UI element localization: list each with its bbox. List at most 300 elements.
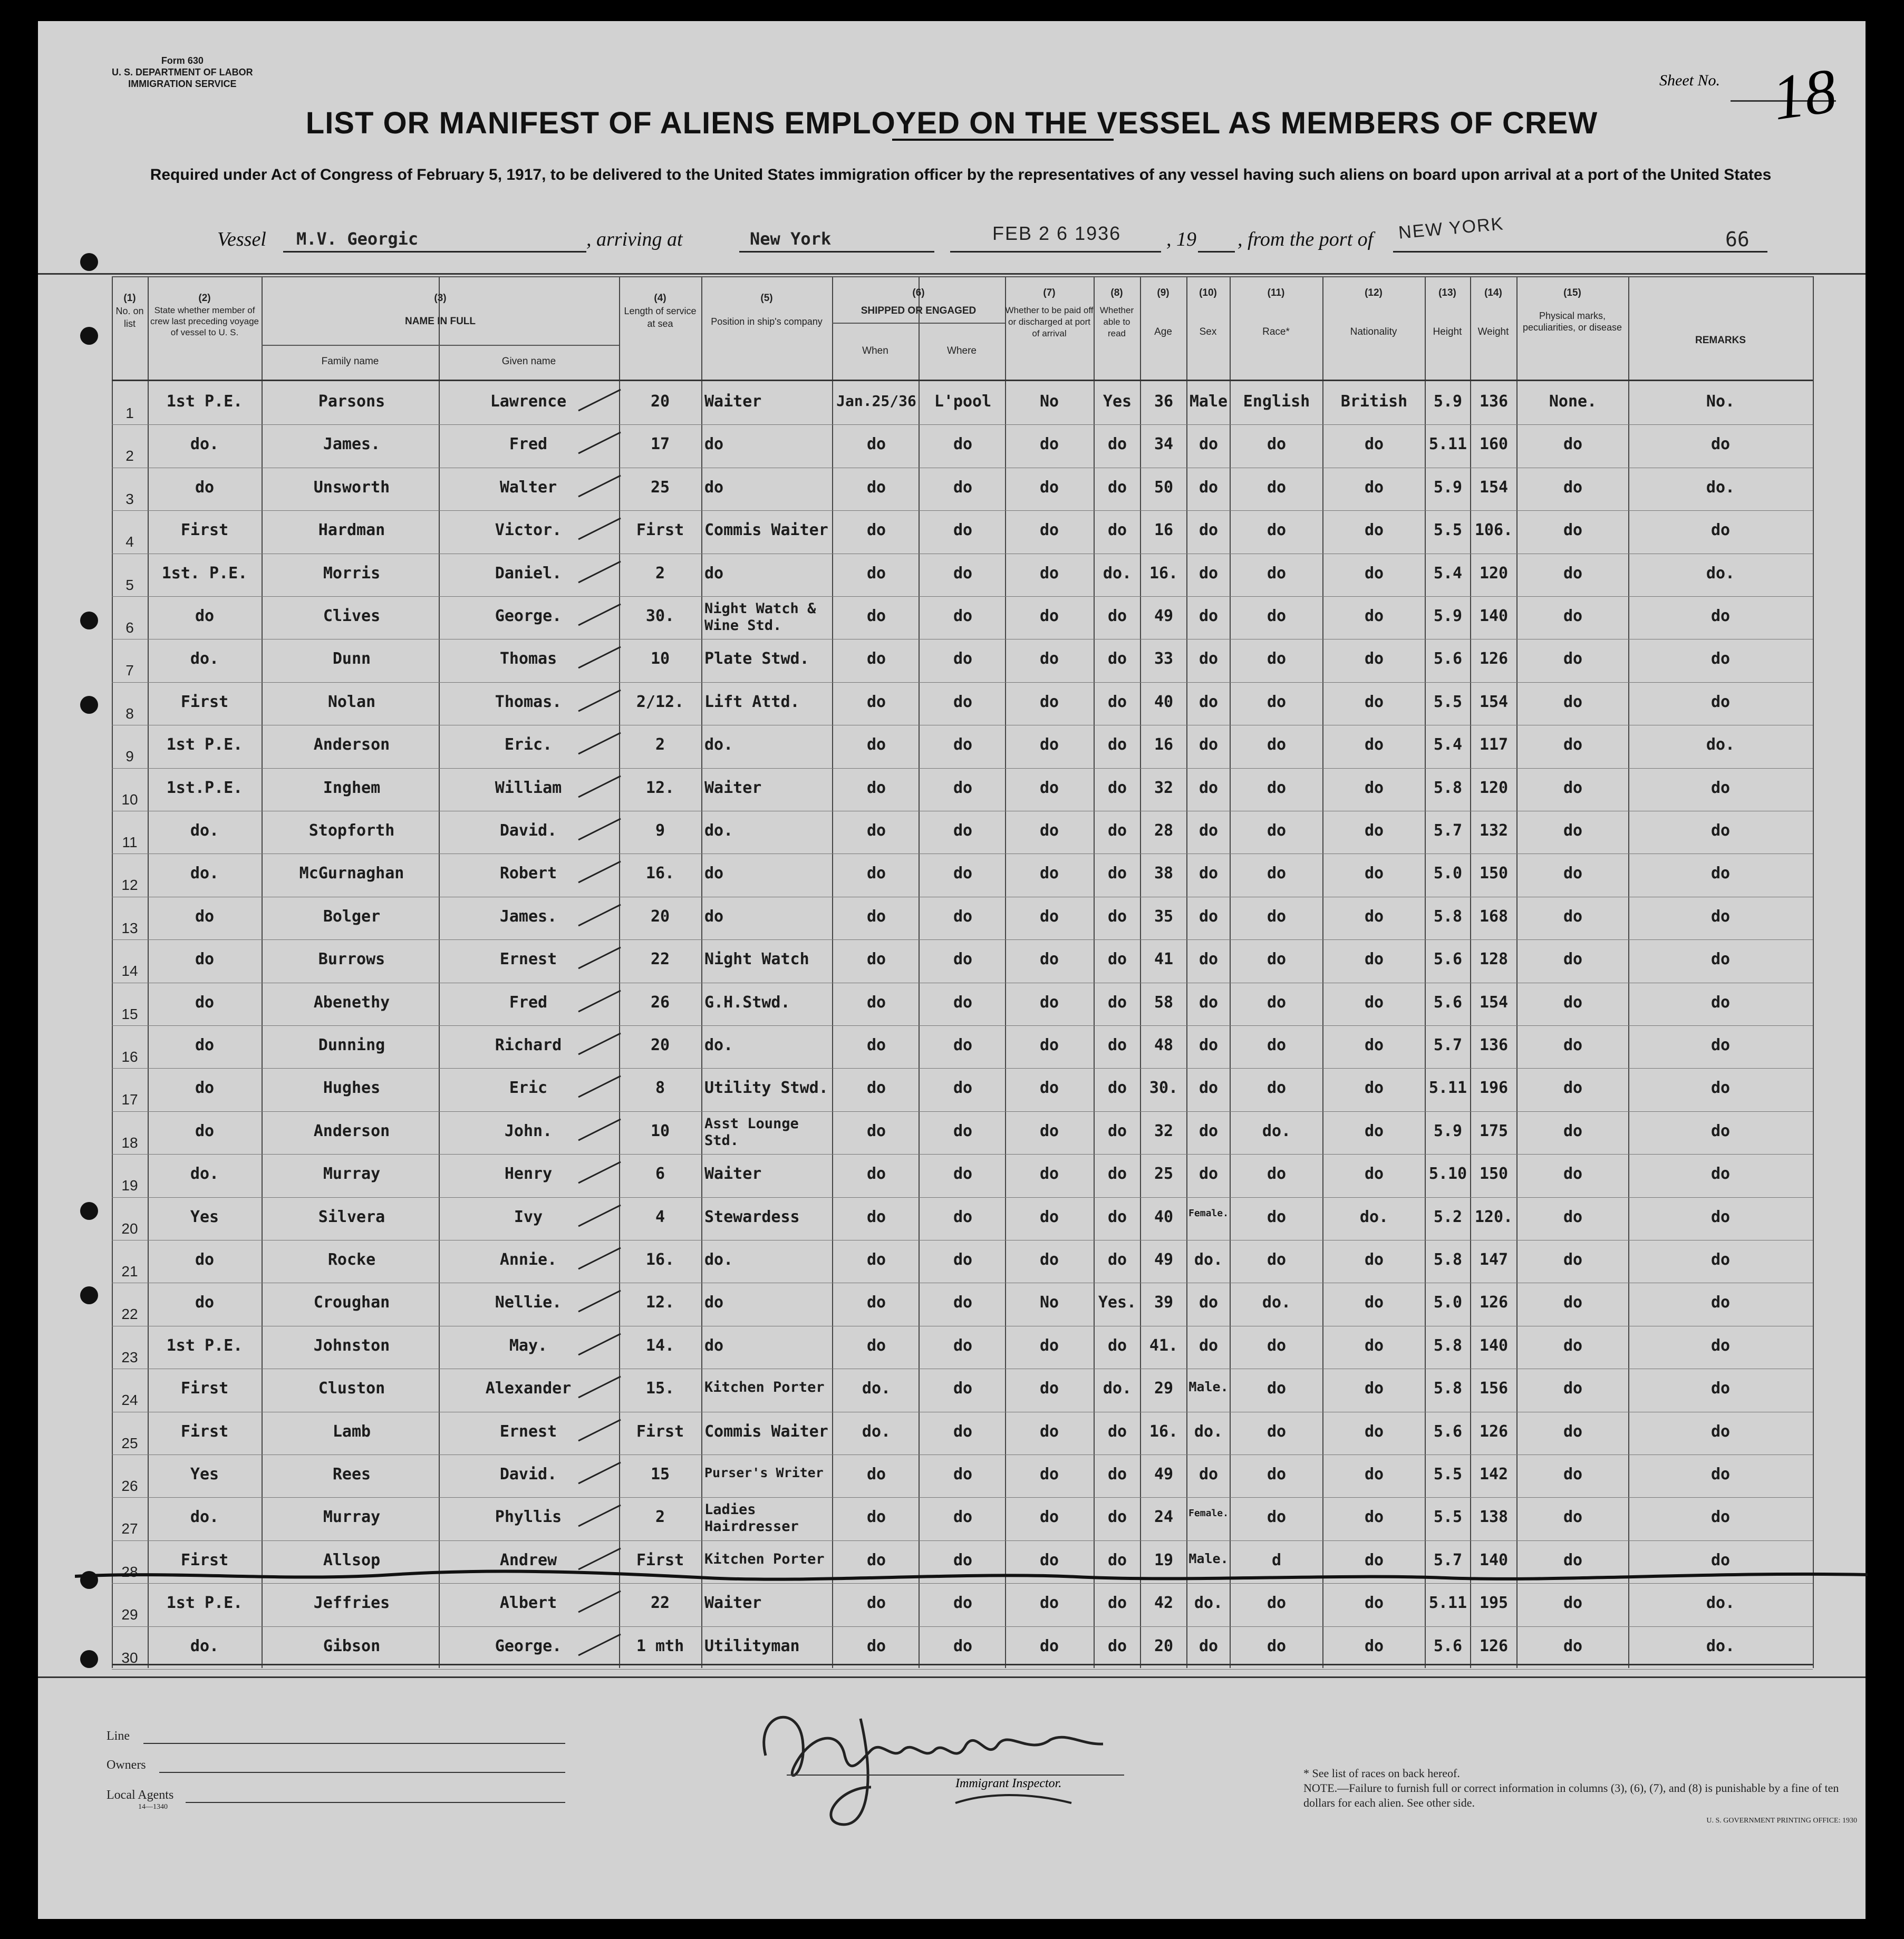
cell-given: David. — [499, 1465, 557, 1484]
cell-remarks: do — [1710, 1079, 1731, 1098]
col-11-number: (11) — [1267, 287, 1285, 298]
cell-race: do — [1267, 1508, 1287, 1527]
cell-remarks: do — [1710, 907, 1731, 926]
cell-race: do — [1267, 521, 1287, 540]
cell-position: Asst Lounge Std. — [704, 1115, 799, 1149]
col-4-header — [619, 292, 701, 330]
cell-sex: do — [1199, 435, 1219, 454]
cell-given: Alexander — [485, 1379, 572, 1398]
department-name: U. S. DEPARTMENT OF LABOR — [112, 67, 253, 77]
cell-where: do — [953, 864, 973, 883]
cell-height: 5.7 — [1433, 1550, 1463, 1569]
cell-position: do. — [704, 1250, 733, 1269]
cell-marks: do — [1563, 1336, 1583, 1355]
cell-race: do — [1267, 735, 1287, 754]
cell-height: 5.11 — [1428, 1079, 1467, 1098]
cell-given: Ernest — [499, 1422, 557, 1441]
cell-paid: do — [1039, 1165, 1059, 1184]
cell-nat: do — [1364, 1508, 1384, 1527]
cell-family: Hardman — [318, 521, 385, 540]
row-number: 19 — [121, 1177, 138, 1194]
check-mark — [576, 902, 623, 928]
cell-family: Murray — [323, 1508, 381, 1527]
col-5-header — [701, 292, 832, 328]
cell-prev: do — [195, 1079, 215, 1098]
row-number: 22 — [121, 1306, 138, 1323]
cell-sex: do — [1199, 907, 1219, 926]
cell-weight: 196 — [1479, 1079, 1509, 1098]
from-port-underline — [1393, 251, 1767, 253]
cell-height: 5.4 — [1433, 735, 1463, 754]
cell-nat: do — [1364, 907, 1384, 926]
cell-nat: do — [1364, 435, 1384, 454]
cell-when: do — [866, 649, 886, 668]
cell-where: L'pool — [934, 392, 992, 411]
cell-marks: do — [1563, 564, 1583, 583]
table-top-rule — [112, 276, 1813, 277]
cell-where: do — [953, 1594, 973, 1613]
cell-position: Kitchen Porter — [704, 1379, 825, 1396]
row-number: 29 — [121, 1606, 138, 1623]
cell-family: Anderson — [313, 1121, 390, 1140]
cell-family: Silvera — [318, 1207, 385, 1226]
cell-age: 40 — [1154, 1207, 1174, 1226]
where-header: Where — [947, 345, 977, 356]
cell-nat: do — [1364, 649, 1384, 668]
cell-sex: do — [1199, 1165, 1219, 1184]
cell-age: 41. — [1149, 1336, 1178, 1355]
row-number: 6 — [125, 619, 134, 636]
col-12-header — [1322, 287, 1425, 338]
cell-paid: do — [1039, 564, 1059, 583]
cell-given: Fred — [509, 435, 548, 454]
cell-prev: do. — [190, 1165, 219, 1184]
cell-read: do — [1107, 1636, 1127, 1655]
row-rule — [112, 1669, 1813, 1670]
column-rule — [148, 276, 149, 1668]
row-rule — [112, 1497, 1813, 1498]
column-rule — [262, 276, 263, 1668]
cell-race: do — [1267, 1250, 1287, 1269]
given-name-header: Given name — [501, 356, 556, 367]
cell-remarks: No. — [1706, 392, 1735, 411]
cell-height: 5.9 — [1433, 478, 1463, 497]
owners-field — [159, 1772, 565, 1773]
cell-nat: do — [1364, 478, 1384, 497]
row-number: 27 — [121, 1520, 138, 1537]
cell-given: Daniel. — [495, 564, 562, 583]
cell-read: do — [1107, 649, 1127, 668]
cell-remarks: do — [1710, 607, 1731, 625]
cell-marks: do — [1563, 1165, 1583, 1184]
row-number: 3 — [125, 490, 134, 507]
cell-given: Walter — [499, 478, 557, 497]
cell-height: 5.6 — [1433, 1636, 1463, 1655]
cell-age: 35 — [1154, 907, 1174, 926]
cell-where: do — [953, 907, 973, 926]
cell-marks: do — [1563, 1508, 1583, 1527]
check-mark — [576, 1159, 623, 1186]
cell-sex: do. — [1194, 1594, 1223, 1613]
row-number: 14 — [121, 963, 138, 980]
strikethrough-line — [75, 1568, 1868, 1584]
cell-age: 32 — [1154, 778, 1174, 797]
local-agents-label: Local Agents — [107, 1788, 174, 1802]
cell-family: Unsworth — [313, 478, 390, 497]
local-agents-field — [186, 1802, 565, 1803]
cell-service: 9 — [655, 821, 665, 840]
cell-race: do — [1267, 1165, 1287, 1184]
col-8-label: Whether able to read — [1099, 305, 1134, 338]
cell-race: English — [1243, 392, 1310, 411]
cell-height: 5.11 — [1428, 1594, 1467, 1613]
cell-service: 16. — [645, 864, 675, 883]
cell-given: Ernest — [499, 950, 557, 969]
cell-where: do — [953, 1550, 973, 1569]
cell-sex: do — [1199, 1079, 1219, 1098]
cell-family: Gibson — [323, 1636, 381, 1655]
cell-paid: do — [1039, 478, 1059, 497]
cell-weight: 150 — [1479, 1165, 1509, 1184]
cell-age: 32 — [1154, 1121, 1174, 1140]
cell-family: Rocke — [327, 1250, 376, 1269]
cell-race: do — [1267, 1636, 1287, 1655]
cell-marks: do — [1563, 649, 1583, 668]
cell-remarks: do. — [1706, 735, 1735, 754]
cell-service: 2 — [655, 564, 665, 583]
check-mark — [576, 1031, 623, 1057]
cell-height: 5.6 — [1433, 1422, 1463, 1441]
table-bottom-rule — [112, 1664, 1813, 1665]
cell-paid: do — [1039, 1594, 1059, 1613]
cell-race: do — [1267, 1207, 1287, 1226]
col-7-number: (7) — [1043, 287, 1056, 298]
col-15-number: (15) — [1563, 287, 1581, 298]
row-number: 2 — [125, 448, 134, 464]
cell-marks: do — [1563, 778, 1583, 797]
line-field — [143, 1743, 565, 1744]
cell-remarks: do — [1710, 1508, 1731, 1527]
cell-read: Yes. — [1098, 1293, 1137, 1312]
cell-age: 39 — [1154, 1293, 1174, 1312]
col-15-header — [1516, 287, 1628, 333]
penalty-note: NOTE.—Failure to furnish full or correct information in columns (3), (6), (7), and (8) is punishable by a fine of ten dollars for each alien. See other side. — [1303, 1781, 1839, 1809]
cell-read: do — [1107, 1422, 1127, 1441]
cell-position: Purser's Writer — [704, 1465, 824, 1480]
cell-family: Rees — [332, 1465, 371, 1484]
cell-where: do — [953, 950, 973, 969]
check-mark — [576, 387, 623, 413]
cell-service: 20 — [650, 1036, 670, 1054]
row-rule — [112, 1111, 1813, 1112]
arrival-port-underline — [739, 251, 934, 253]
cell-where: do — [953, 564, 973, 583]
cell-paid: No — [1039, 392, 1059, 411]
check-mark — [576, 1460, 623, 1486]
cell-prev: do. — [190, 649, 219, 668]
cell-read: do — [1107, 778, 1127, 797]
cell-when: do — [866, 1465, 886, 1484]
cell-age: 16 — [1154, 735, 1174, 754]
check-mark — [576, 1288, 623, 1314]
cell-given: Richard — [495, 1036, 562, 1054]
cell-where: do — [953, 607, 973, 625]
cell-race: do — [1267, 1379, 1287, 1398]
row-number: 24 — [121, 1392, 138, 1409]
cell-given: Nellie. — [495, 1293, 562, 1312]
check-mark — [576, 1331, 623, 1358]
cell-when: do — [866, 950, 886, 969]
cell-position: do — [704, 1336, 724, 1355]
cell-age: 20 — [1154, 1636, 1174, 1655]
cell-race: do. — [1262, 1121, 1291, 1140]
cell-paid: do — [1039, 435, 1059, 454]
cell-position: Utility Stwd. — [704, 1079, 828, 1098]
col-11-label: Race* — [1262, 326, 1290, 337]
cell-sex: do — [1199, 864, 1219, 883]
cell-where: do — [953, 1250, 973, 1269]
cell-position: Stewardess — [704, 1207, 800, 1226]
cell-marks: do — [1563, 1293, 1583, 1312]
check-mark — [576, 559, 623, 585]
cell-sex: do — [1199, 778, 1219, 797]
cell-family: Dunn — [332, 649, 371, 668]
cell-family: Dunning — [318, 1036, 385, 1054]
cell-given: Fred — [509, 993, 548, 1012]
cell-race: do — [1267, 1465, 1287, 1484]
column-rule — [919, 276, 920, 1668]
cell-where: do — [953, 521, 973, 540]
cell-paid: do — [1039, 1336, 1059, 1355]
col-14-label: Weight — [1477, 326, 1509, 337]
cell-weight: 120. — [1474, 1207, 1513, 1226]
cell-position: Night Watch — [704, 950, 809, 969]
cell-given: Phyllis — [495, 1508, 562, 1527]
col-14-header — [1470, 287, 1516, 338]
cell-remarks: do — [1710, 1250, 1731, 1269]
cell-given: Albert — [499, 1594, 557, 1613]
cell-height: 5.0 — [1433, 1293, 1463, 1312]
cell-service: 25 — [650, 478, 670, 497]
check-mark — [576, 687, 623, 714]
col-9-label: Age — [1154, 326, 1172, 337]
crew-table — [112, 276, 1813, 1668]
cell-remarks: do — [1710, 435, 1731, 454]
cell-weight: 150 — [1479, 864, 1509, 883]
cell-prev: do. — [190, 1508, 219, 1527]
col-8-number: (8) — [1110, 287, 1123, 298]
cell-read: do — [1107, 821, 1127, 840]
cell-nat: do — [1364, 692, 1384, 711]
cell-where: do — [953, 1293, 973, 1312]
cell-weight: 140 — [1479, 607, 1509, 625]
cell-marks: do — [1563, 1636, 1583, 1655]
cell-paid: do — [1039, 1121, 1059, 1140]
row-rule — [112, 510, 1813, 511]
cell-height: 5.8 — [1433, 907, 1463, 926]
col-2-header — [148, 292, 262, 338]
cell-remarks: do. — [1706, 564, 1735, 583]
cell-where: do — [953, 735, 973, 754]
cell-prev: do. — [190, 1636, 219, 1655]
check-mark — [576, 1417, 623, 1443]
cell-sex: do — [1199, 478, 1219, 497]
cell-prev: 1st P.E. — [166, 1594, 243, 1613]
cell-age: 38 — [1154, 864, 1174, 883]
cell-age: 33 — [1154, 649, 1174, 668]
cell-weight: 126 — [1479, 1636, 1509, 1655]
cell-family: Hughes — [323, 1079, 381, 1098]
cell-weight: 154 — [1479, 478, 1509, 497]
cell-paid: do — [1039, 907, 1059, 926]
cell-nat: do — [1364, 864, 1384, 883]
cell-height: 5.2 — [1433, 1207, 1463, 1226]
col-6-header — [832, 287, 1005, 317]
cell-height: 5.9 — [1433, 607, 1463, 625]
family-name-header: Family name — [321, 356, 379, 367]
cell-when: do — [866, 1594, 886, 1613]
cell-given: George. — [495, 1636, 562, 1655]
cell-when: do — [866, 735, 886, 754]
cell-race: do — [1267, 907, 1287, 926]
year-underline — [1198, 251, 1235, 253]
cell-read: do — [1107, 1121, 1127, 1140]
cell-age: 49 — [1154, 607, 1174, 625]
cell-family: Jeffries — [313, 1594, 390, 1613]
cell-remarks: do — [1710, 1422, 1731, 1441]
col-14-number: (14) — [1484, 287, 1502, 298]
cell-family: Cluston — [318, 1379, 385, 1398]
cell-service: 16. — [645, 1250, 675, 1269]
cell-marks: do — [1563, 478, 1583, 497]
cell-age: 41 — [1154, 950, 1174, 969]
cell-remarks: do — [1710, 1379, 1731, 1398]
cell-given: John. — [504, 1121, 553, 1140]
cell-where: do — [953, 1422, 973, 1441]
cell-remarks: do — [1710, 1121, 1731, 1140]
cell-given: Thomas — [499, 649, 557, 668]
cell-marks: do — [1563, 1594, 1583, 1613]
cell-race: do — [1267, 1036, 1287, 1054]
cell-height: 5.5 — [1433, 1508, 1463, 1527]
cell-read: do — [1107, 1336, 1127, 1355]
row-number: 4 — [125, 534, 134, 550]
cell-position: Waiter — [704, 1165, 762, 1184]
cell-read: do — [1107, 1207, 1127, 1226]
cell-where: do — [953, 435, 973, 454]
cell-height: 5.0 — [1433, 864, 1463, 883]
cell-height: 5.10 — [1428, 1165, 1467, 1184]
check-mark — [576, 1203, 623, 1229]
cell-given: George. — [495, 607, 562, 625]
cell-sex: do — [1199, 735, 1219, 754]
cell-sex: Male. — [1188, 1550, 1229, 1566]
row-number: 17 — [121, 1091, 138, 1108]
vessel-info-line — [217, 214, 1810, 259]
cell-when: do — [866, 1207, 886, 1226]
cell-age: 16 — [1154, 521, 1174, 540]
cell-weight: 132 — [1479, 821, 1509, 840]
cell-where: do — [953, 1336, 973, 1355]
check-mark — [576, 859, 623, 885]
cell-paid: do — [1039, 521, 1059, 540]
cell-age: 40 — [1154, 692, 1174, 711]
check-mark — [576, 773, 623, 800]
cell-service: First — [636, 1550, 684, 1569]
col-10-number: (10) — [1199, 287, 1217, 298]
cell-race: do — [1267, 1422, 1287, 1441]
col-8-header — [1094, 287, 1140, 340]
inspector-label: Immigrant Inspector. — [955, 1777, 1062, 1790]
cell-age: 36 — [1154, 392, 1174, 411]
cell-when: do — [866, 993, 886, 1012]
cell-nat: do — [1364, 1550, 1384, 1569]
cell-when: do — [866, 607, 886, 625]
cell-height: 5.8 — [1433, 1336, 1463, 1355]
cell-family: Allsop — [323, 1550, 381, 1569]
cell-position: Waiter — [704, 778, 762, 797]
cell-sex: Female. — [1188, 1508, 1229, 1519]
cell-service: 10 — [650, 1121, 670, 1140]
cell-nat: do — [1364, 1336, 1384, 1355]
cell-when: do — [866, 1293, 886, 1312]
cell-nat: do — [1364, 1465, 1384, 1484]
printing-office: U. S. GOVERNMENT PRINTING OFFICE: 1930 — [1706, 1817, 1857, 1825]
col-4-label: Length of service at sea — [624, 306, 697, 329]
col-1-label: No. on list — [115, 306, 144, 329]
cell-height: 5.7 — [1433, 1036, 1463, 1054]
cell-position: Night Watch & Wine Std. — [704, 600, 816, 634]
cell-height: 5.9 — [1433, 1121, 1463, 1140]
vessel-underline — [283, 251, 586, 253]
cell-position: do — [704, 478, 724, 497]
cell-when: do — [866, 821, 886, 840]
cell-prev: do — [195, 478, 215, 497]
cell-weight: 128 — [1479, 950, 1509, 969]
cell-remarks: do. — [1706, 1594, 1735, 1613]
cell-given: David. — [499, 821, 557, 840]
cell-paid: do — [1039, 778, 1059, 797]
cell-weight: 140 — [1479, 1550, 1509, 1569]
cell-nat: do — [1364, 735, 1384, 754]
cell-remarks: do — [1710, 1336, 1731, 1355]
cell-service: 22 — [650, 950, 670, 969]
cell-read: do — [1107, 1250, 1127, 1269]
check-mark — [576, 1588, 623, 1615]
cell-race: d — [1271, 1550, 1282, 1569]
cell-service: 17 — [650, 435, 670, 454]
cell-read: do — [1107, 1036, 1127, 1054]
cell-height: 5.6 — [1433, 649, 1463, 668]
row-number: 23 — [121, 1349, 138, 1365]
cell-age: 29 — [1154, 1379, 1174, 1398]
cell-family: Clives — [323, 607, 381, 625]
cell-service: 8 — [655, 1079, 665, 1098]
cell-marks: do — [1563, 864, 1583, 883]
cell-paid: do — [1039, 1465, 1059, 1484]
cell-family: Croughan — [313, 1293, 390, 1312]
cell-read: do — [1107, 692, 1127, 711]
cell-family: Inghem — [323, 778, 381, 797]
row-rule — [112, 1626, 1813, 1627]
cell-nat: do — [1364, 778, 1384, 797]
cell-service: 15. — [645, 1379, 675, 1398]
cell-prev: do — [195, 1250, 215, 1269]
column-rule — [701, 276, 702, 1668]
cell-prev: 1st P.E. — [166, 735, 243, 754]
col-10-label: Sex — [1199, 326, 1217, 337]
date-stamp: FEB 2 6 1936 — [992, 222, 1122, 244]
